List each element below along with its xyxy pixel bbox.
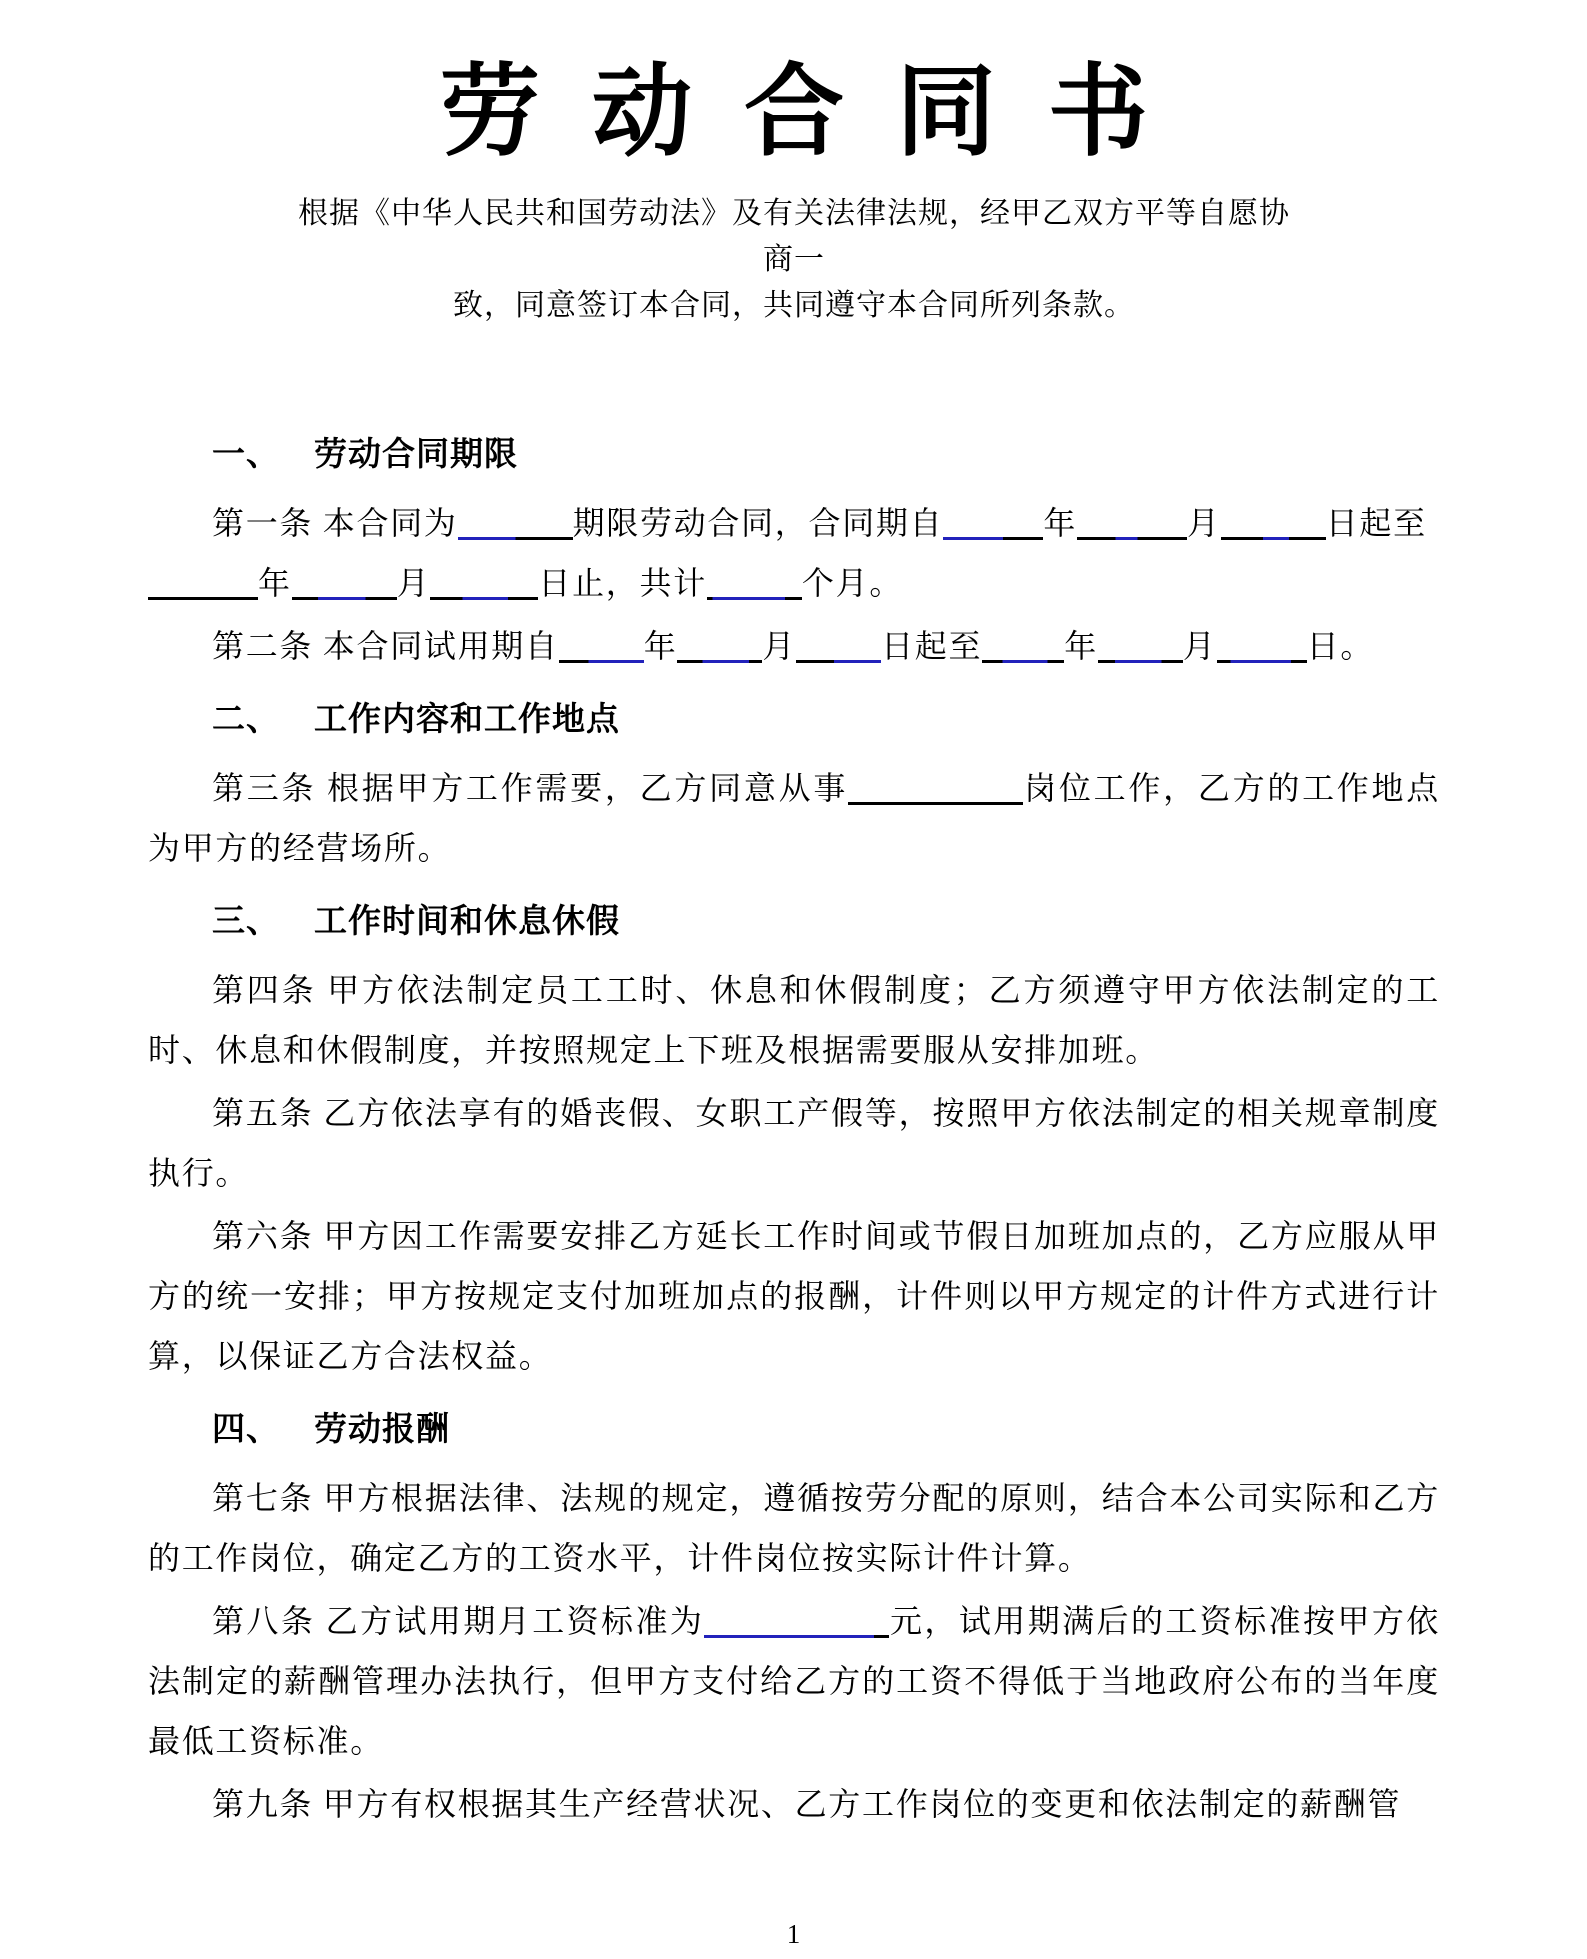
fill-in-blank: [982, 651, 1064, 663]
text-run: 第五条 乙方依法享有的婚丧假、女职工产假等，按照甲方依法制定的相关规章制度执行。: [148, 1095, 1440, 1191]
intro-line-1: 根据《中华人民共和国劳动法》及有关法律法规，经甲乙双方平等自愿协商一: [298, 197, 1290, 276]
section-label: 劳动报酬: [314, 1412, 450, 1448]
text-run: 第二条 本合同试用期自: [212, 628, 559, 664]
section-label: 工作时间和休息休假: [314, 904, 620, 940]
article-9: [148, 1774, 1440, 1834]
document-title: 劳动合同书: [440, 56, 1200, 168]
intro-line-2: 致，同意签订本合同，共同遵守本合同所列条款。: [453, 289, 1135, 322]
text-run: 月: [396, 565, 431, 601]
text-run: 第六条 甲方因工作需要安排乙方延长工作时间或节假日加班加点的，乙方应服从甲方的统一安排；甲方按规定支付加班加点的报酬，计件则以甲方规定的计件方式进行计算，以保证乙方合法权益。: [148, 1218, 1440, 1374]
text-run: 年: [643, 628, 678, 664]
text-run: 个月。: [801, 565, 904, 601]
fill-in-blank: [704, 1626, 889, 1638]
article-4: [148, 960, 1440, 1080]
text-run: 第三条 根据甲方工作需要，乙方同意从事: [212, 770, 849, 806]
fill-in-blank: [1221, 528, 1326, 540]
article-5: [148, 1083, 1440, 1203]
article-6: [148, 1206, 1440, 1386]
text-run: 年: [1043, 505, 1078, 541]
page-number: 1: [786, 1919, 801, 1949]
fill-in-blank: [943, 528, 1043, 540]
fill-in-blank: [148, 588, 258, 600]
fill-in-blank: [1077, 528, 1187, 540]
section-heading-4: [148, 1400, 1440, 1460]
text-run: 日起至: [1325, 505, 1427, 541]
fill-in-blank: [1217, 651, 1307, 663]
intro-paragraph: [289, 191, 1299, 329]
section-label: 劳动合同期限: [314, 437, 518, 473]
article-3: [148, 758, 1440, 878]
section-number: 一、: [212, 437, 280, 473]
page-content: [0, 50, 1587, 1834]
article-2: [148, 616, 1440, 676]
section-number: 二、: [212, 702, 280, 738]
section-heading-1: [148, 425, 1440, 485]
section-heading-2: [148, 690, 1440, 750]
text-run: 月: [1182, 628, 1217, 664]
fill-in-blank: [1098, 651, 1183, 663]
section-number: 四、: [212, 1412, 280, 1448]
article-7: [148, 1468, 1440, 1588]
fill-in-blank: [848, 793, 1023, 805]
text-run: 月: [1187, 505, 1221, 541]
text-run: 年: [1064, 628, 1098, 664]
contract-body: [148, 425, 1440, 1834]
text-run: 日。: [1306, 628, 1375, 664]
text-run: 日起至: [881, 628, 983, 664]
fill-in-blank: [707, 588, 802, 600]
text-run: 第八条 乙方试用期月工资标准为: [212, 1603, 705, 1639]
section-label: 工作内容和工作地点: [314, 702, 620, 738]
text-run: 第一条 本合同为: [212, 505, 458, 541]
section-heading-3: [148, 892, 1440, 952]
text-run: 第九条 甲方有权根据其生产经营状况、乙方工作岗位的变更和依法制定的薪酬管: [212, 1786, 1402, 1822]
fill-in-blank: [559, 651, 644, 663]
text-run: 岗位工作，乙方的工作地点为甲方的经营场所。: [148, 770, 1440, 866]
text-run: 第七条 甲方根据法律、法规的规定，遵循按劳分配的原则，结合本公司实际和乙方的工作岗位，确定乙方的工资水平，计件岗位按实际计件计算。: [148, 1480, 1440, 1576]
section-number: 三、: [212, 904, 280, 940]
text-run: 日止，共计: [538, 565, 707, 601]
fill-in-blank: [292, 588, 397, 600]
fill-in-blank: [458, 528, 573, 540]
text-run: 元，试用期满后的工资标准按甲方依法制定的薪酬管理办法执行，但甲方支付给乙方的工资不得低于当地政府公布的当年度最低工资标准。: [148, 1603, 1440, 1759]
article-1: [148, 493, 1440, 613]
text-run: 期限劳动合同，合同期自: [572, 505, 944, 541]
fill-in-blank: [796, 651, 881, 663]
fill-in-blank: [677, 651, 762, 663]
text-run: 月: [762, 628, 797, 664]
text-run: 第四条 甲方依法制定员工工时、休息和休假制度；乙方须遵守甲方依法制定的工时、休息和休假制度，并按照规定上下班及根据需要服从安排加班。: [148, 972, 1440, 1068]
fill-in-blank: [430, 588, 538, 600]
text-run: 年: [258, 565, 292, 601]
article-8: [148, 1591, 1440, 1771]
